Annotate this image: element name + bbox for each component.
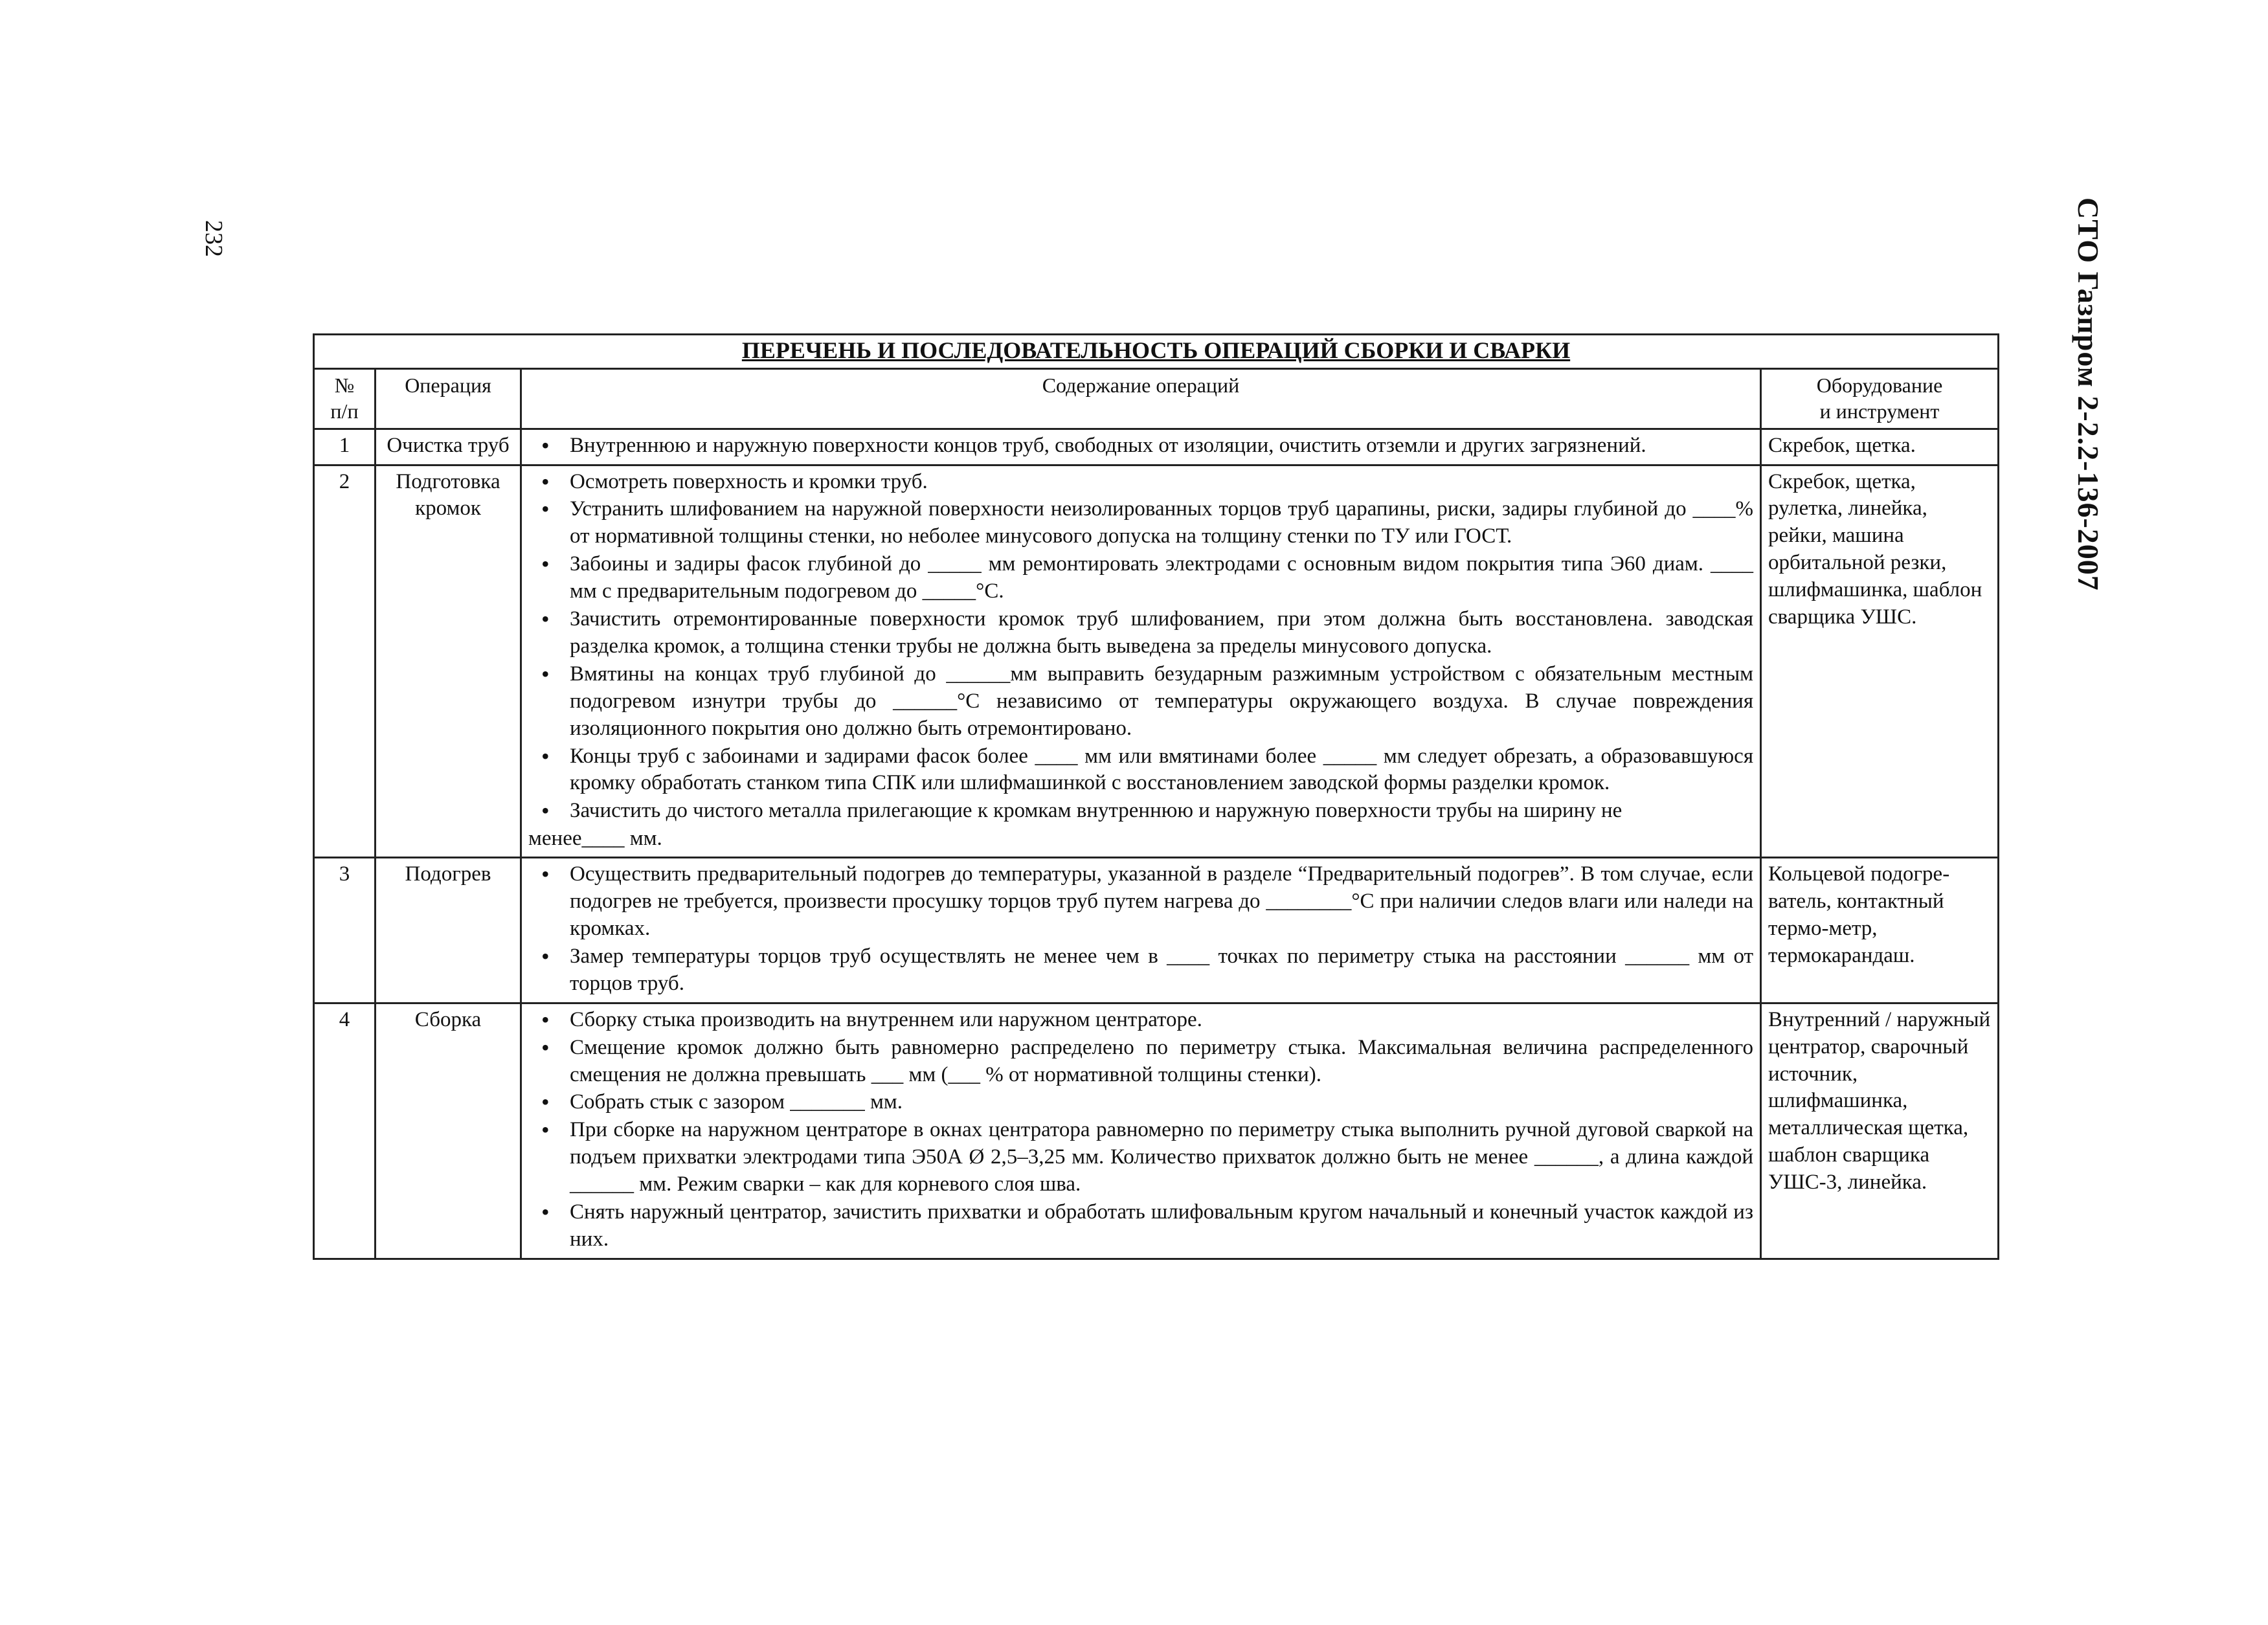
steps-list <box>528 432 1753 460</box>
header-operation: Операция <box>376 368 521 429</box>
list-item: • Собрать стык с зазором _______ мм. <box>528 1089 1753 1116</box>
header-equipment-line2: и инструмент <box>1819 399 1940 423</box>
list-item: • Зачистить отремонтированные поверхности кромок труб шлифованием, при этом должна быть восстановлена. заводская разделка кромок, а толщина стенки трубы не должна быть выведена за пределы минусового допуска. <box>528 606 1753 660</box>
table-row <box>314 429 1999 465</box>
document-code: СТО Газпром 2-2.2-136-2007 <box>2072 197 2105 591</box>
row-equipment: Скребок, щетка, рулетка, линейка, рейки, машина орбитальной резки, шлифмашинка, шаблон сварщика УШС. <box>1761 465 1999 858</box>
header-number-line2: п/п <box>330 399 359 423</box>
list-item: • Снять наружный центратор, зачистить прихватки и обработать шлифовальным кругом начальный и конечный участок каждой из них. <box>528 1199 1753 1253</box>
row-equipment: Кольцевой подогре-ватель, контактный термо-метр, термокарандаш. <box>1761 858 1999 1003</box>
list-item: • Замер температуры торцов труб осуществлять не менее чем в ____ точках по периметру стыка на расстоянии ______ мм от торцов труб. <box>528 943 1753 998</box>
row-number: 2 <box>314 465 376 858</box>
list-item: • Зачистить до чистого металла прилегающие к кромкам внутреннюю и наружную поверхности трубы на ширину не <box>528 798 1753 825</box>
list-item: • Осмотреть поверхность и кромки труб. <box>528 469 1753 496</box>
table-title: ПЕРЕЧЕНЬ И ПОСЛЕДОВАТЕЛЬНОСТЬ ОПЕРАЦИЙ СБОРКИ И СВАРКИ <box>314 335 1999 369</box>
table-row <box>314 858 1999 1003</box>
row-operation: Подготовка кромок <box>376 465 521 858</box>
list-item: • Устранить шлифованием на наружной поверхности неизолированных торцов труб царапины, риски, задиры глубиной до ____% от нормативной толщины стенки, но неболее минусового допуска на толщину стенки по ТУ или ГОСТ. <box>528 496 1753 550</box>
steps-list <box>528 469 1753 825</box>
header-number <box>314 368 376 429</box>
list-item: • Внутреннюю и наружную поверхности концов труб, свободных от изоляции, очистить отземли и других загрязнений. <box>528 432 1753 460</box>
row-content <box>521 858 1761 1003</box>
row-operation: Очистка труб <box>376 429 521 465</box>
list-item: • Смещение кромок должно быть равномерно распределено по периметру стыка. Максимальная величина распределенного смещения не должна превышать ___ мм (___ % от нормативной толщины стенки). <box>528 1035 1753 1089</box>
list-item: • Вмятины на концах труб глубиной до ______мм выправить безударным разжимным устройством с обязательным местным подогревом изнутри трубы до ______°С независимо от температуры окружающего воздуха. В случае повреждения изоляционного покрытия оно должно быть отремонтировано. <box>528 661 1753 743</box>
steps-list <box>528 1007 1753 1253</box>
table-body <box>314 429 1999 1259</box>
list-item: • Сборку стыка производить на внутреннем или наружном центраторе. <box>528 1007 1753 1034</box>
header-equipment <box>1761 368 1999 429</box>
step-continuation: менее____ мм. <box>528 827 662 851</box>
steps-list <box>528 861 1753 998</box>
table-header-row <box>314 368 1999 429</box>
list-item: • Забоины и задиры фасок глубиной до _____ мм ремонтировать электродами с основным видом покрытия типа Э60 диам. ____ мм с предварительным подогревом до _____°С. <box>528 551 1753 605</box>
table-caption-row <box>314 335 1999 369</box>
header-number-line1: № <box>334 373 355 397</box>
row-number: 4 <box>314 1003 376 1259</box>
header-content: Содержание операций <box>521 368 1761 429</box>
operations-table <box>313 333 1999 1260</box>
list-item: • При сборке на наружном центраторе в окнах центратора равномерно по периметру стыка выполнить ручной дуговой сваркой на подъем прихватки электродами типа Э50А Ø 2,5–3,25 мм. Количество прихваток должно быть не менее ______, а длина каждой ______ мм. Режим сварки – как для корневого слоя шва. <box>528 1117 1753 1198</box>
table-row <box>314 1003 1999 1259</box>
header-equipment-line1: Оборудование <box>1816 373 1943 397</box>
table-row <box>314 465 1999 858</box>
row-content <box>521 1003 1761 1259</box>
row-number: 3 <box>314 858 376 1003</box>
row-operation: Сборка <box>376 1003 521 1259</box>
row-number: 1 <box>314 429 376 465</box>
row-content <box>521 429 1761 465</box>
list-item: • Осуществить предварительный подогрев до температуры, указанной в разделе “Предварительный подогрев”. В том случае, если подогрев не требуется, произвести просушку торцов труб путем нагрева до ________°С при наличии следов влаги или наледи на кромках. <box>528 861 1753 943</box>
page-number: 232 <box>200 220 227 257</box>
row-equipment: Внутренний / наружный центратор, сварочный источник, шлифмашинка, металлическая щетка, шаблон сварщика УШС-3, линейка. <box>1761 1003 1999 1259</box>
list-item: • Концы труб с забоинами и задирами фасок более ____ мм или вмятинами более _____ мм следует обрезать, а образовавшуюся кромку обработать станком типа СПК или шлифмашинкой с восстановлением заводской формы разделки кромок. <box>528 743 1753 798</box>
row-operation: Подогрев <box>376 858 521 1003</box>
row-content <box>521 465 1761 858</box>
row-equipment: Скребок, щетка. <box>1761 429 1999 465</box>
